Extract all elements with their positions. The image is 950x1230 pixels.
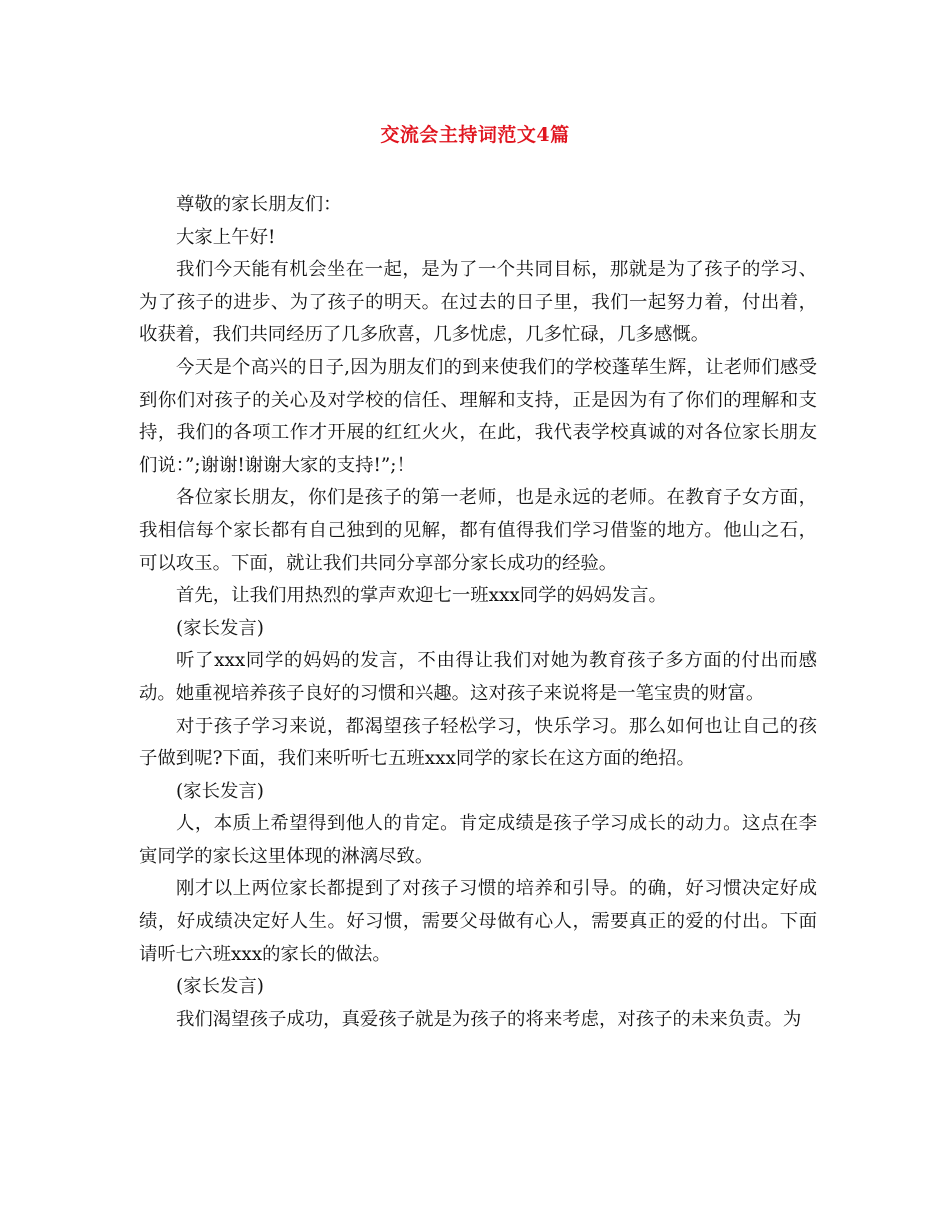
document-body [139,189,817,1036]
paragraph: 人，本质上希望得到他人的肯定。肯定成绩是孩子学习成长的动力。这点在李寅同学的家长这里体现的淋漓尽致。 [139,813,817,867]
paragraph: 听了xxx同学的妈妈的发言，不由得让我们对她为教育孩子多方面的付出而感动。她重视培养孩子良好的习惯和兴趣。这对孩子来说将是一笔宝贵的财富。 [139,650,817,704]
stage-direction: (家长发言) [176,617,264,639]
paragraph: 首先，让我们用热烈的掌声欢迎七一班xxx同学的妈妈发言。 [176,585,667,607]
paragraph: 各位家长朋友，你们是孩子的第一老师，也是永远的老师。在教育子女方面，我相信每个家长都有自己独到的见解，都有值得我们学习借鉴的地方。他山之石，可以攻玉。下面，就让我们共同分享部分家长成功的经验。 [139,487,817,574]
paragraph: 今天是个高兴的日子,因为朋友们的到来使我们的学校蓬荜生辉，让老师们感受到你们对孩子的关心及对学校的信任、理解和支持，正是因为有了你们的理解和支持，我们的各项工作才开展的红红火火，在此，我代表学校真诚的对各位家长朋友们说：”;谢谢!谢谢大家的支持!”;！ [139,356,817,476]
document-title: 交流会主持词范文4篇 [380,124,570,146]
paragraph: 对于孩子学习来说，都渴望孩子轻松学习，快乐学习。那么如何也让自己的孩子做到呢?下面，我们来听听七五班xxx同学的家长在这方面的绝招。 [139,715,817,770]
stage-direction: (家长发言) [176,780,264,802]
stage-direction: (家长发言) [176,976,264,998]
paragraph: 我们今天能有机会坐在一起，是为了一个共同目标，那就是为了孩子的学习、为了孩子的进步、为了孩子的明天。在过去的日子里，我们一起努力着，付出着，收获着，我们共同经历了几多欣喜，几多忧虑，几多忙碌，几多感慨。 [139,259,817,346]
paragraph-salutation: 尊敬的家长朋友们： [176,194,342,215]
paragraph: 刚才以上两位家长都提到了对孩子习惯的培养和引导。的确，好习惯决定好成绩，好成绩决定好人生。好习惯，需要父母做有心人，需要真正的爱的付出。下面请听七六班xxx的家长的做法。 [139,878,817,965]
paragraph-greeting: 大家上午好! [176,226,276,248]
paragraph-continued: 我们渴望孩子成功，真爱孩子就是为孩子的将来考虑，对孩子的未来负责。为 [176,1008,802,1030]
